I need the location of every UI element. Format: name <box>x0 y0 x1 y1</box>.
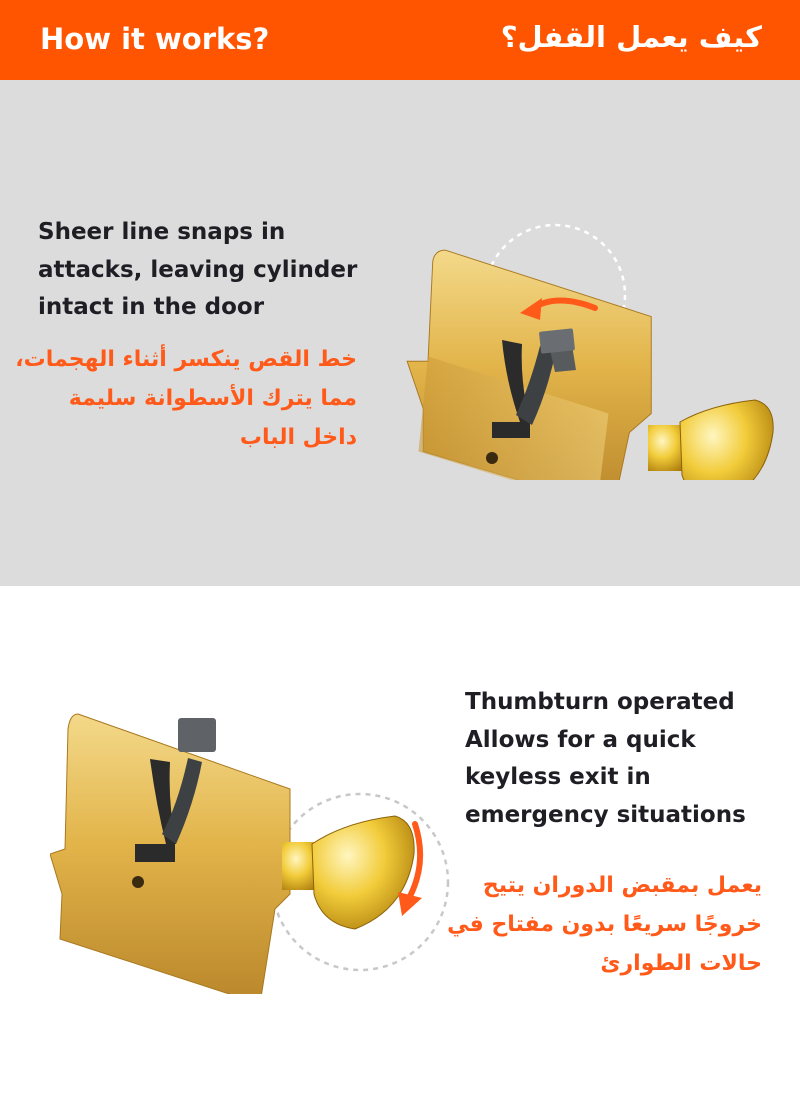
thumbturn-ar-line-2: خروجًا سريعًا بدون مفتاح في <box>447 912 762 937</box>
thumbturn-description-en <box>465 684 746 834</box>
thumbturn-en-line-1: Thumbturn operated <box>465 689 735 715</box>
sheer-line-description-en <box>38 214 357 327</box>
sheer-line-ar-line-2: مما يترك الأسطوانة سليمة <box>68 386 357 411</box>
thumbturn-en-line-3: keyless exit in <box>465 764 651 790</box>
section-sheer-line <box>0 80 800 586</box>
thumbturn-ar-line-1: يعمل بمقبض الدوران يتيح <box>482 873 762 898</box>
sheer-line-en-line-3: intact in the door <box>38 294 265 320</box>
thumbturn-description-ar <box>447 866 762 983</box>
thumbturn-en-line-4: emergency situations <box>465 801 746 828</box>
thumbturn-cylinder-illustration <box>50 704 460 994</box>
sheer-line-en-line-2: attacks, leaving cylinder <box>38 256 358 283</box>
header-title-ar: كيف يعمل القفل؟ <box>500 20 762 54</box>
sheer-line-ar-line-1: خط القص ينكسر أثناء الهجمات، <box>15 347 357 372</box>
header-bar <box>0 0 800 80</box>
thumbturn-ar-line-3: حالات الطوارئ <box>600 951 762 976</box>
lock-cylinder-illustration <box>380 200 790 480</box>
sheer-line-ar-line-3: داخل الباب <box>239 425 357 450</box>
sheer-line-en-line-1: Sheer line snaps in <box>38 219 286 245</box>
thumbturn-en-line-2: Allows for a quick <box>465 726 696 753</box>
section-thumbturn <box>0 586 800 1096</box>
sheer-line-description-ar <box>15 340 357 457</box>
header-title-en: How it works? <box>40 22 270 56</box>
